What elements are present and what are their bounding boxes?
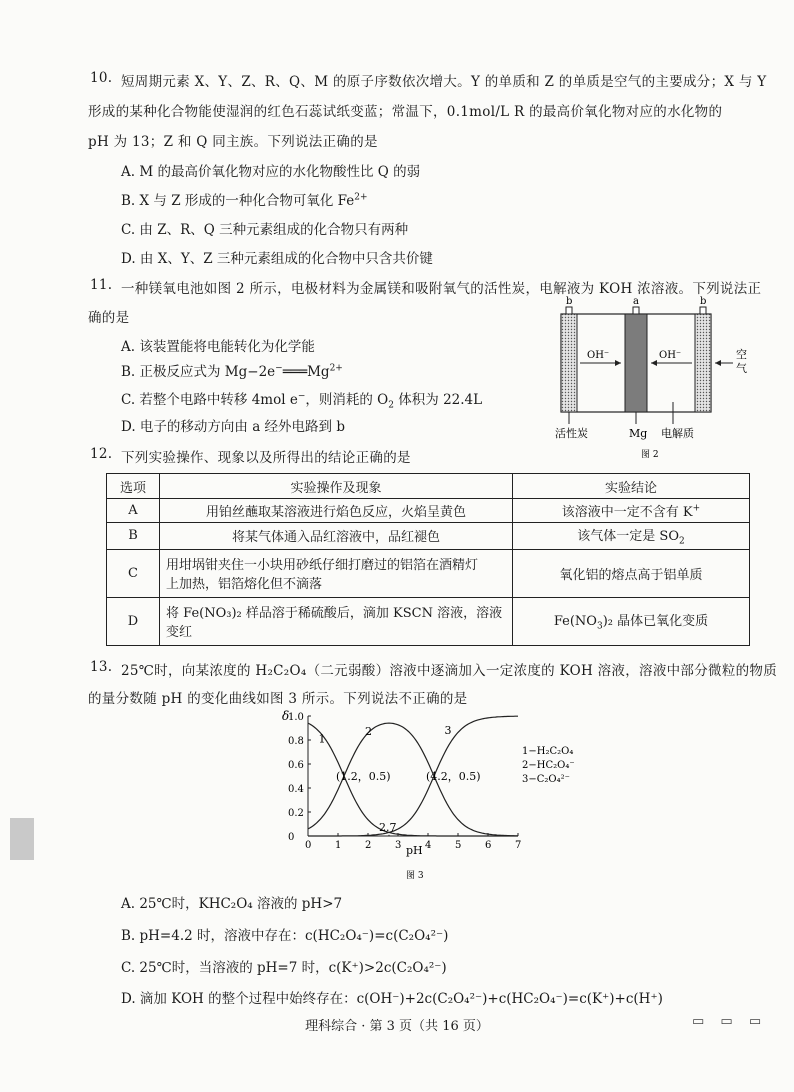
y-tick-label: 0.8 [288, 736, 304, 747]
x-tick-label: 0 [305, 840, 312, 851]
annotation-pka2: (4.2，0.5) [426, 770, 481, 783]
row-operation: 将 Fe(NO₃)₂ 样品溶于稀硫酸后，滴加 KSCN 溶液，溶液 变红 [160, 597, 513, 645]
q12-number: 12. [90, 446, 113, 462]
legend-entry-3: 3−C₂O₄²⁻ [522, 774, 570, 785]
q13-number: 13. [90, 659, 113, 675]
x-tick-label: 4 [425, 840, 432, 851]
curve-label-2: 2 [365, 725, 372, 739]
x-tick-label: 1 [335, 840, 342, 851]
row-conclusion: 该溶液中一定不含有 K+ [513, 499, 750, 523]
q11-option-d: D. 电子的移动方向由 a 经外电路到 b [121, 419, 345, 435]
annotation-minimum: 2.7 [379, 821, 397, 835]
q10-line-1: 短周期元素 X、Y、Z、R、Q、M 的原子序数依次增大。Y 的单质和 Z 的单质是空气的主要成分；X 与 Y [121, 74, 767, 90]
table-row [107, 597, 750, 645]
row-option: D [107, 597, 160, 645]
q10-option-a: A. M 的最高价氧化物对应的水化物酸性比 Q 的弱 [121, 164, 421, 180]
arrow-right-head [651, 360, 657, 366]
label-electrolyte: 电解质 [661, 427, 694, 440]
row-operation: 用铂丝蘸取某溶液进行焰色反应，火焰呈黄色 [160, 499, 513, 523]
q10-number: 10. [90, 70, 113, 86]
y-tick-label: 0 [288, 832, 295, 843]
footer-boxes: ▭ ▭ ▭ [692, 1014, 768, 1029]
row-option: C [107, 549, 160, 597]
q13-line-1: 25℃时，向某浓度的 H₂C₂O₄（二元弱酸）溶液中逐滴加入一定浓度的 KOH 溶液，溶液中部分微粒的物质 [121, 663, 778, 679]
legend-entry-2: 2−HC₂O₄⁻ [522, 760, 575, 771]
label-b-right: b [700, 296, 707, 307]
air-arrow-head [715, 360, 721, 366]
q11-line-1: 一种镁氧电池如图 2 所示，电极材料为金属镁和吸附氧气的活性炭，电解液为 KOH 浓溶液。下列说法正 [121, 281, 762, 297]
row-option: A [107, 499, 160, 523]
q11-number: 11. [90, 277, 113, 293]
terminal-a [633, 307, 639, 314]
q13-option-a: A. 25℃时，KHC₂O₄ 溶液的 pH>7 [121, 896, 343, 912]
y-axis-label: δ [282, 709, 290, 723]
distribution-chart [270, 708, 580, 886]
q10-option-d: D. 由 X、Y、Z 三种元素组成的化合物中只含共价键 [121, 251, 433, 267]
q10-line-3: pH 为 13；Z 和 Q 同主族。下列说法正确的是 [88, 134, 378, 150]
header-operation: 实验操作及现象 [160, 474, 513, 499]
label-activated-carbon: 活性炭 [555, 427, 588, 440]
experiment-table [106, 473, 750, 646]
x-tick-label: 3 [395, 840, 402, 851]
page-footer: 理科综合 · 第 3 页（共 16 页） [305, 1019, 489, 1034]
annotation-pka1: (1.2，0.5) [336, 770, 391, 783]
row-option: B [107, 523, 160, 550]
air-label-1: 空 [736, 348, 747, 361]
q11-option-b: B. 正极反应式为 $Mg-2e^-═══Mg^{2+}$ [121, 363, 343, 380]
q13-option-d: D. 滴加 KOH 的整个过程中始终存在：c(OH⁻)+2c(C₂O₄²⁻)+c(HC₂O₄⁻)=c(K⁺)+c(H⁺) [121, 991, 663, 1007]
row-operation: 用坩埚钳夹住一小块用砂纸仔细打磨过的铝箔在酒精灯 上加热，铝箔熔化但不滴落 [160, 549, 513, 597]
q12-line-1: 下列实验操作、现象以及所得出的结论正确的是 [121, 450, 411, 466]
y-tick-label: 0.4 [288, 784, 304, 795]
oh-right-label: OH⁻ [659, 350, 682, 361]
row-conclusion: 氧化铝的熔点高于铝单质 [513, 549, 750, 597]
q11-option-c: C. 若整个电路中转移 4mol e−，则消耗的 $O_2$ 体积为 22.4L [121, 391, 483, 411]
q11-line-2: 确的是 [88, 310, 130, 326]
magnesium-electrode [625, 314, 647, 412]
q10-option-b: B. X 与 Z 形成的一种化合物可氧化 $Fe^{2+}$ [121, 192, 368, 209]
x-tick-label: 5 [455, 840, 462, 851]
y-tick-label: 0.6 [288, 760, 304, 771]
x-tick-label: 2 [365, 840, 372, 851]
curve-label-3: 3 [444, 724, 452, 737]
curve-label-1: 1 [318, 732, 326, 746]
oh-left-label: OH⁻ [587, 350, 610, 361]
figure-3-caption: 图 3 [406, 871, 424, 881]
table-row [107, 499, 750, 523]
label-b-left: b [566, 296, 573, 307]
terminal-b-right [700, 307, 706, 314]
q10-option-c: C. 由 Z、R、Q 三种元素组成的化合物只有两种 [121, 222, 409, 238]
battery-diagram [555, 292, 755, 460]
q13-line-2: 的量分数随 pH 的变化曲线如图 3 所示。下列说法不正确的是 [88, 691, 468, 707]
q11-option-a: A. 该装置能将电能转化为化学能 [121, 339, 315, 355]
air-label-2: 气 [736, 362, 747, 375]
row-conclusion: 该气体一定是 $SO_2$ [513, 523, 750, 550]
legend-entry-1: 1−H₂C₂O₄ [522, 746, 574, 757]
q13-option-c: C. 25℃时，当溶液的 pH=7 时，c(K⁺)>2c(C₂O₄²⁻) [121, 960, 447, 976]
right-carbon-electrode [695, 314, 711, 412]
table-row [107, 549, 750, 597]
scan-mark [10, 818, 34, 860]
x-tick-label: 7 [515, 840, 522, 851]
label-a: a [633, 296, 639, 307]
table-header-row [107, 474, 750, 499]
row-conclusion: $Fe(NO_3)_2$ 晶体已氧化变质 [513, 597, 750, 645]
q13-option-b: B. pH=4.2 时，溶液中存在：c(HC₂O₄⁻)=c(C₂O₄²⁻) [121, 928, 449, 944]
x-tick-label: 6 [485, 840, 492, 851]
left-carbon-electrode [561, 314, 577, 412]
terminal-b-left [566, 307, 572, 314]
label-mg: Mg [629, 427, 648, 440]
y-tick-label: 0.2 [288, 808, 304, 819]
x-axis-label: pH [406, 844, 423, 857]
header-option: 选项 [107, 474, 160, 499]
table-row [107, 523, 750, 550]
q10-line-2: 形成的某种化合物能使湿润的红色石蕊试纸变蓝；常温下，0.1mol/L R 的最高价氧化物对应的水化物的 [88, 104, 723, 120]
row-operation: 将某气体通入品红溶液中，品红褪色 [160, 523, 513, 550]
y-tick-label: 1.0 [288, 712, 304, 723]
arrow-left-head [615, 360, 621, 366]
header-conclusion: 实验结论 [513, 474, 750, 499]
figure-2-caption: 图 2 [641, 450, 659, 460]
